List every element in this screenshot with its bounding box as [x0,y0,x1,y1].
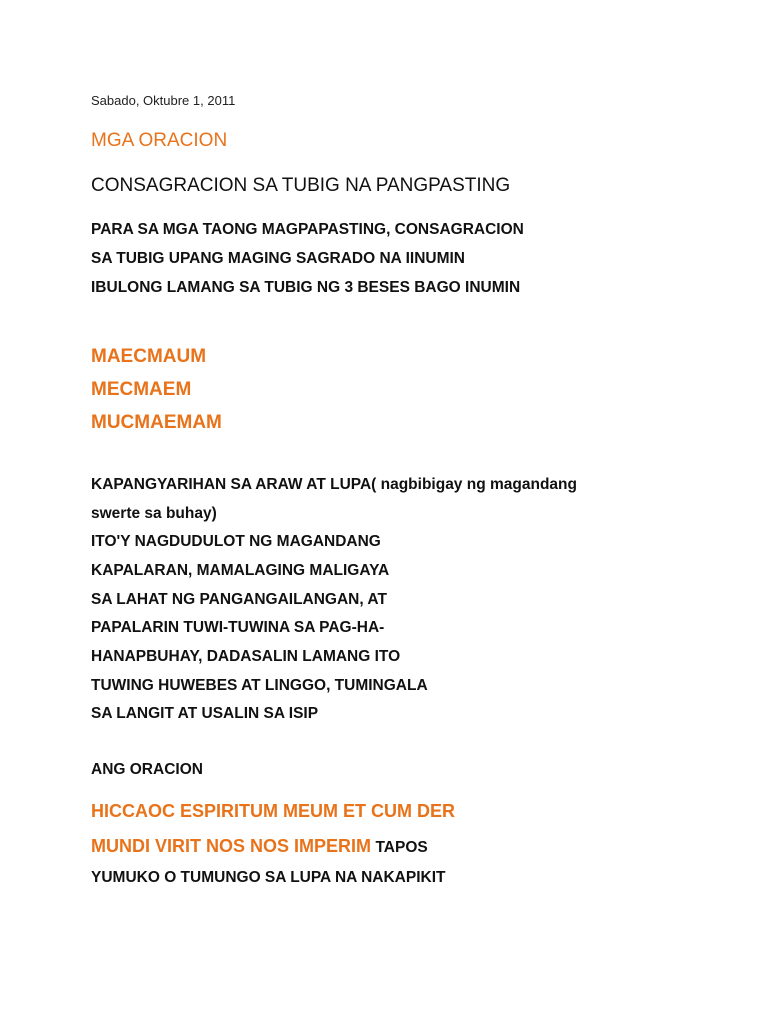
oracion-line-orange: MUNDI VIRIT NOS NOS IMPERIM [91,836,372,856]
post-date: Sabado, Oktubre 1, 2011 [91,93,236,108]
oracion-instruction: YUMUKO O TUMUNGO SA LUPA NA NAKAPIKIT [91,869,446,886]
body-line: KAPANGYARIHAN SA ARAW AT LUPA( nagbibigay ng magandang [91,476,577,493]
body-line: TUWING HUWEBES AT LINGGO, TUMINGALA [91,677,428,694]
oracion-line: HICCAOC ESPIRITUM MEUM ET CUM DER [91,801,455,821]
body-line: ITO'Y NAGDUDULOT NG MAGANDANG [91,533,381,550]
body-line: swerte sa buhay) [91,505,217,522]
body-line: HANAPBUHAY, DADASALIN LAMANG ITO [91,648,401,665]
incantation-line: MECMAEM [91,379,192,400]
section-subtitle: CONSAGRACION SA TUBIG NA PANGPASTING [91,175,511,196]
oracion-label: ANG ORACION [91,761,203,778]
intro-line: IBULONG LAMANG SA TUBIG NG 3 BESES BAGO INUMIN [91,279,521,296]
body-line: SA LAHAT NG PANGANGAILANGAN, AT [91,591,387,608]
body-line: PAPALARIN TUWI-TUWINA SA PAG-HA- [91,619,385,636]
oracion-line-2 [91,836,428,857]
page-title: MGA ORACION [91,130,228,151]
oracion-line-tail: TAPOS [375,839,428,856]
intro-line: SA TUBIG UPANG MAGING SAGRADO NA IINUMIN [91,250,466,267]
incantation-line: MAECMAUM [91,346,207,367]
incantation-line: MUCMAEMAM [91,412,222,433]
intro-line: PARA SA MGA TAONG MAGPAPASTING, CONSAGRACION [91,221,524,238]
body-line: KAPALARAN, MAMALAGING MALIGAYA [91,562,390,579]
body-line: SA LANGIT AT USALIN SA ISIP [91,705,319,722]
